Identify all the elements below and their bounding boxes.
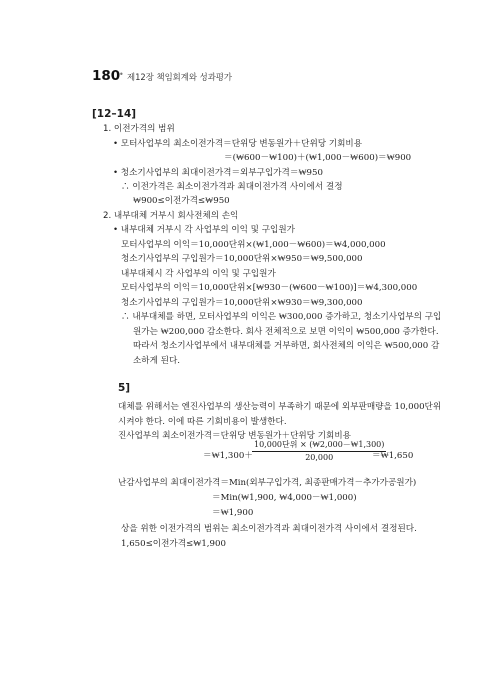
text-line: 1,650≤이전가격≤₩1,900 xyxy=(121,539,226,549)
formula-numerator: 10,000단위 × (₩2,000－₩1,300) xyxy=(252,440,386,452)
formula-denominator: 20,000 xyxy=(305,453,334,462)
subheading-company-profit: 2. 내부대체 거부시 회사전체의 손익 xyxy=(103,211,239,221)
text-line: ∴ 내부대체를 하면, 모터사업부의 이익은 ₩300,000 증가하고, 청소기사업부의 구입 xyxy=(121,312,442,322)
text-line: ＝₩1,900 xyxy=(212,508,254,518)
formula-lead: ＝₩1,300＋ xyxy=(203,451,253,461)
formula-fraction xyxy=(252,440,386,463)
text-line: 대체를 위해서는 엔진사업부의 생산능력이 부족하기 때문에 외부판매량을 10,000단위 xyxy=(118,402,442,412)
page-number: 180 xyxy=(92,68,121,84)
chapter-title: 제12장 책임회계와 성과평가 xyxy=(127,72,232,82)
text-line: 진사업부의 최소이전가격＝단위당 변동원가＋단위당 기회비용 xyxy=(118,431,351,441)
text-line: ＝(₩600－₩100)＋(₩1,000－₩600)＝₩900 xyxy=(224,153,412,163)
text-line: • 모터사업부의 최소이전가격＝단위당 변동원가＋단위당 기회비용 xyxy=(113,139,363,149)
section-heading-12-14: [12–14] xyxy=(92,108,137,120)
text-line: • 청소기사업부의 최대이전가격＝외부구입가격＝₩950 xyxy=(113,168,323,178)
text-line: 시켜야 한다. 이에 따른 기회비용이 발생한다. xyxy=(118,417,287,427)
formula-result: ＝₩1,650 xyxy=(372,451,414,461)
header-separator: • xyxy=(119,70,124,79)
text-line: 모터사업부의 이익＝10,000단위×(₩1,000－₩600)＝₩4,000,000 xyxy=(121,240,386,250)
text-line: 청소기사업부의 구입원가＝10,000단위×₩930＝₩9,300,000 xyxy=(121,298,363,308)
text-line: ＝Min(₩1,900, ₩4,000－₩1,000) xyxy=(212,493,357,503)
text-line: 원가는 ₩200,000 감소한다. 회사 전체적으로 보면 이익이 ₩500,000 증가한다. xyxy=(133,327,439,337)
text-line: ₩900≤이전가격≤₩950 xyxy=(133,196,230,206)
text-line: 따라서 청소기사업부에서 내부대체를 거부하면, 회사전체의 이익은 ₩500,000 감 xyxy=(133,341,440,351)
text-line: 난감사업부의 최대이전가격＝Min(외부구입가격, 최종판매가격－추가가공원가) xyxy=(118,478,417,488)
text-line: 상을 위한 이전가격의 범위는 최소이전가격과 최대이전가격 사이에서 결정된다. xyxy=(121,524,417,534)
text-line: 소하게 된다. xyxy=(133,356,180,366)
section-heading-5: 5] xyxy=(118,382,131,394)
text-line: 모터사업부의 이익＝10,000단위×[₩930－(₩600－₩100)]＝₩4,300,000 xyxy=(121,283,418,293)
text-line: • 내부대체 거부시 각 사업부의 이익 및 구입원가 xyxy=(113,225,295,235)
text-line: 청소기사업부의 구입원가＝10,000단위×₩950＝₩9,500,000 xyxy=(121,254,363,264)
subheading-transfer-price-range: 1. 이전가격의 범위 xyxy=(103,124,175,134)
text-line: ∴ 이전가격은 최소이전가격과 최대이전가격 사이에서 결정 xyxy=(121,182,343,192)
text-line: 내부대체시 각 사업부의 이익 및 구입원가 xyxy=(121,269,276,279)
